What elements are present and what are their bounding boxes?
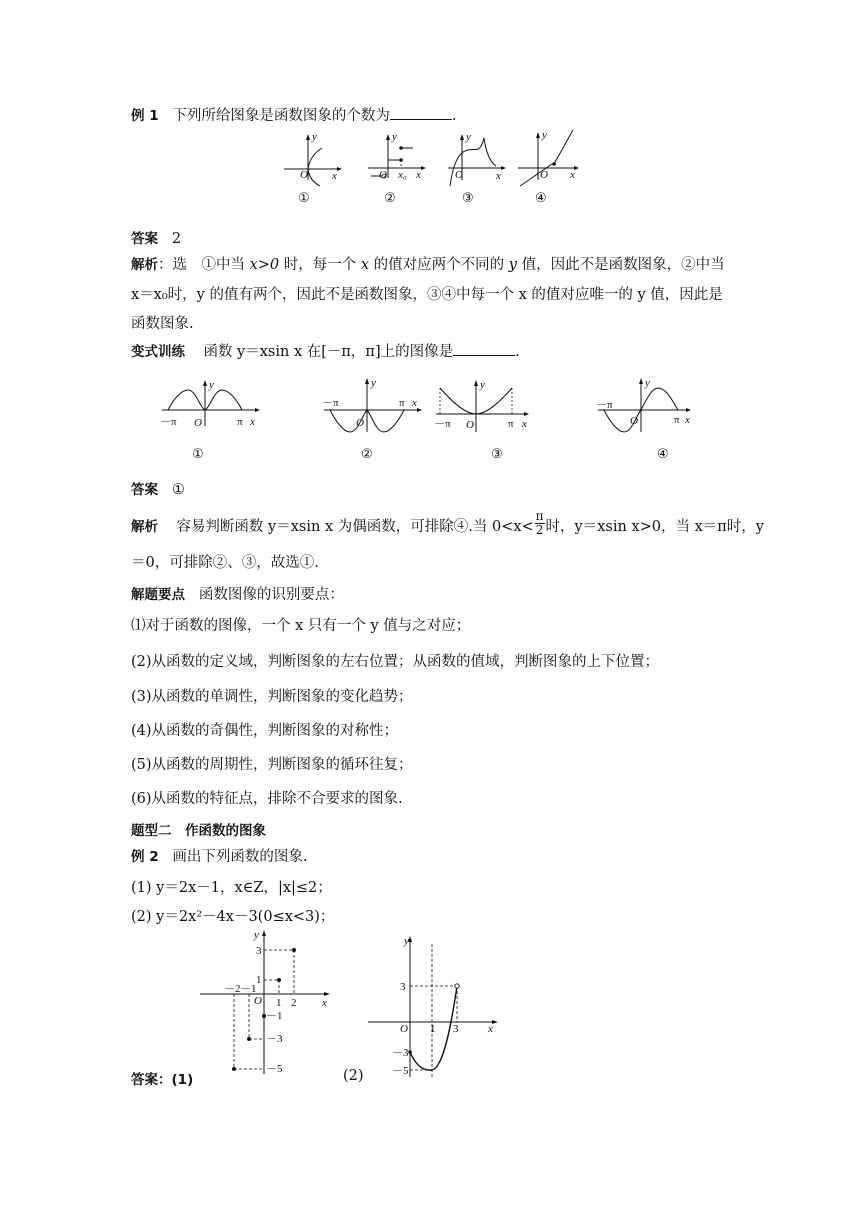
section-title: 题型二 作函数的图象 (131, 823, 266, 839)
fig4-label: ④ (535, 191, 547, 206)
frac-numerator: π (535, 508, 544, 523)
svg-text:O: O (300, 169, 308, 181)
variant-answer (131, 478, 185, 498)
svg-text:y: y (404, 935, 409, 947)
fraction-pi-over-2 (535, 510, 545, 537)
keypoint-item: (3)从函数的单调性，判断图象的变化趋势； (131, 689, 413, 705)
var-x: x (360, 257, 370, 273)
variant-analysis-line1 (131, 508, 765, 537)
variant-fig3-label: ③ (491, 447, 503, 462)
svg-text:π: π (237, 416, 243, 428)
example2-answer-label (131, 1068, 193, 1088)
fig1-label: ① (298, 191, 310, 206)
example2-answer-2-label: (2) (343, 1068, 364, 1084)
keypoints-heading (131, 583, 344, 604)
answer-value: ① (171, 482, 185, 498)
svg-text:3: 3 (400, 981, 406, 993)
example1-analysis-line2: x＝x₀时，y 的值有两个，因此不是函数图象，③④中每一个 x 的值对应唯一的 y 值，因此是 (131, 287, 723, 303)
svg-text:y: y (542, 129, 547, 141)
svg-text:1: 1 (256, 974, 262, 986)
svg-text:x₀: x₀ (398, 169, 407, 181)
answer-label: 答案 (131, 231, 158, 247)
svg-text:y: y (371, 377, 376, 389)
svg-text:－π: －π (434, 418, 451, 430)
keypoint-item: (6)从函数的特征点，排除不合要求的图象. (131, 791, 403, 807)
svg-text:π: π (399, 397, 405, 409)
svg-text:O: O (379, 169, 387, 181)
answer-label: 答案：(1) (131, 1072, 194, 1088)
period: . (451, 108, 457, 124)
svg-text:x: x (416, 169, 421, 181)
example2-part1: (1) y＝2x－1，x∈Z，|x|≤2； (131, 880, 332, 896)
svg-text:O: O (630, 415, 638, 427)
svg-text:O: O (400, 1023, 408, 1035)
frac-denominator: 2 (535, 522, 544, 537)
analysis-text: 容易判断函数 y＝xsin x 为偶函数，可排除④.当 0<x< (176, 519, 534, 535)
example1-graph-2 (366, 132, 426, 182)
svg-text:2: 2 (291, 997, 297, 1009)
svg-text:y: y (466, 131, 471, 143)
svg-text:1: 1 (430, 1023, 436, 1035)
example2-graph-2 (366, 934, 506, 1079)
example1-label: 例 1 (131, 108, 159, 124)
analysis-text: ：选 ①中当 (158, 257, 250, 273)
svg-text:O: O (356, 417, 364, 429)
svg-text:O: O (194, 417, 202, 429)
example1-question-line (131, 104, 457, 125)
analysis-text: 的值对应两个不同的 (369, 257, 509, 273)
analysis-cond: x>0 (249, 257, 280, 273)
svg-text:－1: －1 (240, 983, 257, 995)
svg-text:－5: －5 (392, 1065, 409, 1077)
example2-label: 例 2 (131, 849, 159, 865)
svg-text:π: π (508, 418, 514, 430)
variant-graph-2 (322, 376, 427, 436)
example1-graph-1 (282, 132, 342, 182)
svg-text:x: x (250, 416, 255, 428)
svg-text:－5: －5 (266, 1063, 283, 1075)
variant-graph-1 (160, 380, 265, 430)
svg-text:O: O (254, 995, 262, 1007)
svg-text:－π: －π (322, 397, 339, 409)
variant-fig1-label: ① (192, 447, 204, 462)
keypoint-item: ⑴对于函数的图像，一个 x 只有一个 y 值与之对应； (131, 618, 471, 634)
fig3-label: ③ (462, 191, 474, 206)
keypoint-item: (2)从函数的定义域，判断图象的左右位置；从函数的值域，判断图象的上下位置； (131, 654, 660, 670)
variant-graph-3 (434, 380, 534, 435)
variant-question: 函数 y＝xsin x 在[－π，π]上的图像是 (203, 344, 454, 360)
keypoint-item: (4)从函数的奇偶性，判断图象的对称性； (131, 723, 399, 739)
svg-text:y: y (254, 929, 259, 941)
example2-question-line (131, 845, 308, 866)
svg-text:y: y (209, 379, 214, 391)
svg-text:x: x (570, 169, 575, 181)
example1-analysis-line3: 函数图象. (131, 316, 194, 332)
example1-analysis-line1 (131, 253, 725, 274)
svg-text:x: x (412, 397, 417, 409)
svg-text:x: x (488, 1023, 493, 1035)
svg-text:－3: －3 (266, 1033, 283, 1045)
analysis-text: 值，因此不是函数图象，②中当 (517, 257, 725, 273)
svg-text:－π: －π (160, 416, 177, 428)
svg-text:y: y (392, 131, 397, 143)
svg-text:y: y (312, 131, 317, 143)
example2-graph-1 (198, 928, 338, 1078)
answer-label: 答案 (131, 482, 158, 498)
svg-text:－2: －2 (224, 983, 241, 995)
keypoints-label: 解题要点 (131, 587, 185, 603)
analysis-label: 解析 (131, 519, 158, 535)
variant-graph-4 (596, 376, 696, 436)
svg-text:－π: －π (596, 399, 613, 411)
variant-fig2-label: ② (361, 447, 373, 462)
fig2-label: ② (384, 191, 396, 206)
variant-question-line (131, 340, 520, 361)
svg-text:π: π (674, 414, 680, 426)
keypoint-item: (5)从函数的周期性，判断图象的循环往复； (131, 757, 413, 773)
svg-text:x: x (322, 997, 327, 1009)
svg-text:x: x (496, 170, 501, 182)
svg-text:1: 1 (276, 997, 282, 1009)
svg-text:O: O (455, 169, 463, 181)
var-y: y (508, 257, 517, 273)
svg-text:x: x (522, 418, 527, 430)
variant-label: 变式训练 (131, 344, 185, 360)
variant-analysis-line2: ＝0，可排除②、③，故选①. (131, 555, 319, 571)
variant-fig4-label: ④ (657, 447, 669, 462)
answer-blank (390, 107, 452, 120)
example1-graph-3 (446, 132, 506, 182)
svg-text:O: O (466, 419, 474, 431)
svg-text:3: 3 (453, 1023, 459, 1035)
answer-blank (453, 343, 515, 356)
svg-text:－1: －1 (266, 1010, 283, 1022)
period: . (515, 344, 520, 360)
example2-question: 画出下列函数的图象. (172, 849, 308, 865)
analysis-text: 时，每一个 (279, 257, 361, 273)
svg-text:－3: －3 (392, 1047, 409, 1059)
example1-graph-4 (516, 129, 580, 182)
example2-part2: (2) y＝2x²－4x－3(0≤x<3)； (131, 909, 335, 925)
svg-text:O: O (540, 169, 548, 181)
keypoints-intro: 函数图像的识别要点： (198, 587, 344, 603)
example1-question: 下列所给图象是函数图象的个数为 (172, 108, 390, 124)
svg-text:y: y (480, 379, 485, 391)
analysis-label: 解析 (131, 257, 158, 273)
svg-text:3: 3 (256, 945, 262, 957)
svg-text:y: y (645, 377, 650, 389)
answer-value: 2 (171, 231, 182, 247)
svg-text:x: x (685, 414, 690, 426)
analysis-text: 时，y＝xsin x>0，当 x＝π时，y (545, 519, 765, 535)
svg-text:x: x (332, 170, 337, 182)
example1-answer (131, 227, 181, 247)
